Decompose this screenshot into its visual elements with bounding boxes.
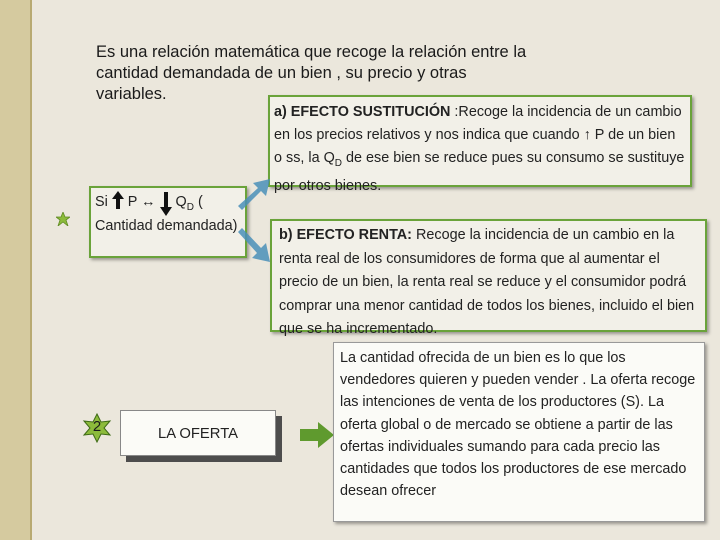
efecto-sustitucion-text-2: P de un bien o ss, la Q <box>274 127 676 166</box>
intro-text: Es una relación matemática que recoge la relación entre la cantidad demandada de un bien , su precio y otras variables. <box>96 43 527 103</box>
efecto-renta-text: Recoge la incidencia de un cambio en la renta real de los consumidores de forma que al aumentar el precio de un bien, la renta real se reduce y el consumidor podrá comprar una menor cantidad de todos los bienes, incluido el bien que se ha incrementado. <box>279 227 695 337</box>
efecto-sustitucion-text-3: de ese bien se reduce pues su consumo se sustituye por otros bienes. <box>274 150 685 194</box>
oferta-description-box: La cantidad ofrecida de un bien es lo que los vendedores quieren y pueden vender . La oferta recoge las intenciones de venta de los productores (S). La oferta global o de mercado se obtiene a partir de las ofertas individuales sumando para cada precio las cantidades que todos los productores de ese mercado desean ofrecer <box>333 342 705 522</box>
arrow-to-efecto-renta-icon <box>236 226 272 266</box>
bullet-star-icon <box>56 212 70 226</box>
quantity-subscript: D <box>186 201 194 213</box>
arrow-to-efecto-sustitucion-icon <box>236 176 272 216</box>
efecto-renta-box <box>270 219 707 337</box>
arrow-up-icon <box>112 191 124 209</box>
equivalence-symbol: ↔ <box>141 194 156 210</box>
la-oferta-box[interactable]: LA OFERTA <box>120 410 276 456</box>
efecto-sustitucion-text-1: :Recoge la incidencia de un cambio en los precios relativos y nos indica que cuando <box>274 104 682 143</box>
relacion-prefix: Si <box>95 194 108 210</box>
up-arrow-symbol: ↑ <box>583 127 591 143</box>
efecto-sustitucion-title: a) EFECTO SUSTITUCIÓN <box>274 104 451 120</box>
relacion-box <box>89 186 247 258</box>
efecto-sustitucion-box <box>268 95 692 194</box>
qd-subscript: D <box>334 157 343 169</box>
price-label: P <box>127 194 138 210</box>
arrow-right-icon <box>300 420 334 450</box>
quantity-label: Q <box>175 194 187 210</box>
relacion-rest: ( Cantidad demandada) <box>95 194 238 234</box>
arrow-down-icon <box>160 192 172 216</box>
left-decorative-bar <box>0 0 32 540</box>
efecto-renta-title: b) EFECTO RENTA: <box>279 227 412 243</box>
oferta-number: 2 <box>92 418 102 435</box>
